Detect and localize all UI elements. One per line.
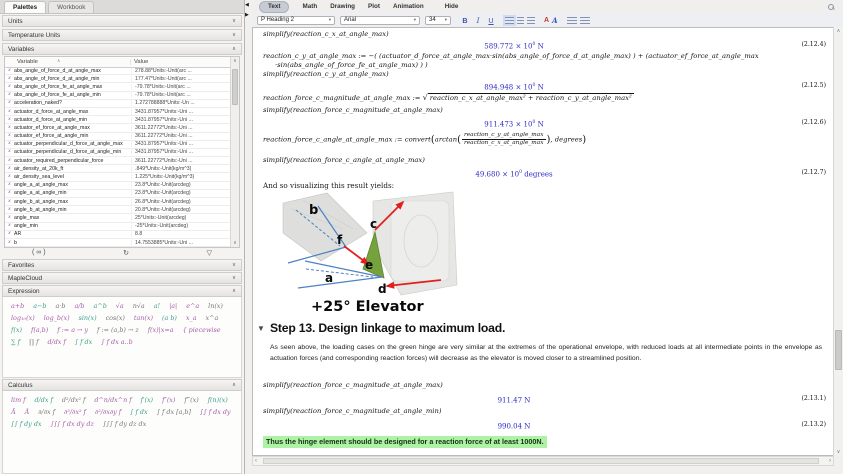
variable-type-icon	[5, 149, 14, 155]
palette-template-button[interactable]: Ā	[11, 408, 16, 416]
palette-template-button[interactable]: ∫ f dx [a,b]	[156, 408, 192, 416]
paragraph-style-value: P Heading 2	[261, 17, 294, 23]
document-canvas[interactable]	[252, 27, 834, 456]
variable-name-cell: angle_b_at_angle_min	[14, 207, 132, 213]
table-row[interactable]	[5, 116, 231, 124]
section-favorites[interactable]	[2, 259, 242, 271]
vertical-scrollbar[interactable]	[833, 27, 843, 456]
equation-label: (2.13.1)	[801, 395, 826, 402]
step-heading: Step 13. Design linkage to maximum load.	[270, 321, 506, 335]
variable-type-icon	[5, 174, 14, 180]
palette-template-button[interactable]: f‴(x)	[184, 396, 199, 404]
variable-type-icon	[5, 109, 14, 115]
palette-template-button[interactable]: f(a,b)	[30, 326, 49, 334]
variable-type-icon	[5, 182, 14, 188]
variable-value-cell: 8.8	[135, 231, 143, 238]
palette-template-button[interactable]: f′(x)	[140, 396, 154, 404]
variable-name-cell: angle_max	[14, 215, 132, 221]
palette-template-button[interactable]: ∫∫ f dy dx	[11, 420, 42, 428]
expression-palette	[2, 297, 242, 378]
variable-name-cell: air_density_at_20k_ft	[14, 166, 132, 172]
palette-template-button[interactable]: a·b	[55, 302, 66, 310]
panel-gutter	[245, 0, 252, 474]
palette-template-button[interactable]: ∂²/∂x² f	[64, 408, 86, 416]
palette-template-button[interactable]: d^n/dx^n f	[94, 396, 132, 404]
variables-table-rows	[5, 67, 231, 247]
scroll-up-icon[interactable]: ∧	[233, 58, 237, 64]
tab-text[interactable]: Text	[259, 1, 289, 13]
variable-value-cell: 25*Units:-Unit(arcdeg)	[135, 214, 187, 221]
variable-type-icon	[5, 240, 14, 246]
math-input-line[interactable]: simplify(reaction_force_c_magnitude_at_angle_min)	[263, 407, 442, 415]
dropdown-icon: ▾	[328, 17, 331, 22]
palette-template-button[interactable]: a/b	[74, 302, 85, 310]
variable-value-cell: -79.78*Units:-Unit(arc ...	[135, 92, 191, 99]
scroll-right-icon[interactable]: ›	[829, 458, 831, 464]
variable-name-cell: actuator_perpendicular_d_force_at_angle_min	[14, 149, 132, 155]
italic-button[interactable]: I	[476, 15, 480, 25]
table-row[interactable]	[5, 83, 231, 91]
section-expression-label: Expression	[8, 287, 40, 295]
align-center-icon[interactable]	[517, 17, 524, 24]
variable-value-cell: 20.8*Units:-Unit(arcdeg)	[135, 206, 191, 213]
palette-template-button[interactable]: a!	[153, 302, 161, 310]
wing-shape	[283, 193, 367, 261]
palette-template-button[interactable]: lim f	[11, 396, 26, 404]
worksheet-area	[245, 0, 843, 474]
variable-name-cell: actuator_d_force_at_angle_min	[14, 117, 132, 123]
variable-value-cell: 278.88*Units:-Unit(arc ...	[135, 67, 192, 74]
table-row[interactable]	[5, 157, 231, 165]
variable-name-cell: actuator_required_perpendicular_force	[14, 158, 132, 164]
variable-type-icon	[5, 92, 14, 98]
variable-type-icon	[5, 215, 14, 221]
variable-name-cell: abs_angle_of_force_fe_at_angle_min	[14, 92, 132, 98]
variable-name-cell: air_density_sea_level	[14, 174, 132, 180]
variable-value-cell: 3611.22772*Units:-Uni ...	[135, 124, 193, 131]
scroll-down-icon[interactable]: ∨	[836, 449, 841, 455]
table-row[interactable]	[5, 173, 231, 181]
scrollbar-thumb[interactable]	[232, 69, 238, 105]
scrollbar-thumb[interactable]	[263, 458, 819, 464]
palette-template-button[interactable]: tan(x)	[133, 314, 153, 322]
palette-template-button[interactable]: x^a	[205, 314, 219, 322]
table-row[interactable]	[5, 92, 231, 100]
table-row[interactable]	[5, 100, 231, 108]
table-row[interactable]	[5, 149, 231, 157]
palette-template-button[interactable]: |a|	[169, 302, 178, 310]
calculus-palette	[2, 391, 242, 474]
scroll-left-icon[interactable]: ‹	[255, 458, 257, 464]
math-result: $589.772 \times 10^0$ N	[484, 42, 544, 51]
equation-label: (2.12.5)	[801, 82, 826, 89]
variable-type-icon	[5, 100, 14, 106]
dropdown-icon: ▾	[413, 17, 416, 22]
tab-hide[interactable]: Hide	[444, 2, 459, 10]
chevron-up-icon: ∧	[231, 382, 236, 388]
tab-palettes[interactable]: Palettes	[4, 1, 46, 13]
horizontal-scrollbar[interactable]	[252, 456, 834, 466]
palette-template-button[interactable]: ∫∫ f dx dy	[200, 408, 231, 416]
variable-value-cell: -25*Units:-Unit(arcdeg)	[135, 223, 189, 230]
variable-type-icon	[5, 125, 14, 131]
variable-value-cell: 3611.22772*Units:-Uni ...	[135, 133, 193, 140]
equation-label: (2.12.7)	[801, 169, 826, 176]
math-result: 911.47 N	[497, 396, 531, 405]
variable-name-cell: b	[14, 240, 132, 246]
table-row[interactable]	[5, 206, 231, 214]
numbered-list-icon[interactable]	[567, 17, 577, 24]
palette-template-button[interactable]: a+b	[11, 302, 25, 310]
palette-template-button[interactable]: { piecewise	[182, 326, 221, 334]
variables-toolbar	[4, 247, 240, 258]
section-maplecloud[interactable]	[2, 272, 242, 284]
section-maplecloud-label: MapleCloud	[8, 274, 43, 282]
label-c: c	[370, 217, 378, 231]
table-row[interactable]	[5, 231, 231, 239]
table-row[interactable]	[5, 198, 231, 206]
chevron-up-icon: ∧	[231, 288, 236, 294]
math-input-line[interactable]: simplify(reaction_force_c_magnitude_at_angle_max)	[263, 106, 443, 114]
palette-template-button[interactable]: x_a	[185, 314, 197, 322]
bullet-list-icon[interactable]	[580, 17, 590, 24]
tab-animation[interactable]: Animation	[392, 2, 424, 10]
filter-icon[interactable]: ▽	[206, 249, 212, 257]
math-input-line[interactable]: reaction_c_y_at_angle_max := −( (actuator_d_force_at_angle_max·sin(abs_angle_of_force_d_at_angle_max) ) + (actuator_ef_force_at_angle_max	[263, 52, 759, 60]
palette-template-button[interactable]: e^a	[186, 302, 200, 310]
variable-type-icon	[5, 166, 14, 172]
variable-name-cell: abs_angle_of_force_d_at_angle_min	[14, 76, 132, 82]
label-b: b	[309, 203, 319, 218]
variable-type-icon	[5, 141, 14, 147]
elevator-figure	[281, 189, 571, 317]
math-result: $894.948 \times 10^0$ N	[484, 83, 544, 92]
scroll-up-icon[interactable]: ∧	[836, 28, 841, 34]
math-result: $911.473 \times 10^0$ N	[484, 120, 544, 129]
variable-name-cell: abs_angle_of_force_fe_at_angle_max	[14, 84, 132, 90]
tab-plot[interactable]: Plot	[368, 2, 380, 10]
variable-type-icon	[5, 68, 14, 74]
math-result: $49.680 \times 10^0$ degrees	[475, 170, 553, 179]
section-temperature-units-label: Temperature Units	[8, 31, 61, 39]
section-calculus[interactable]	[2, 379, 242, 391]
palette-template-button[interactable]: ∂²/∂x∂y f	[94, 408, 122, 416]
font-size-value: 34	[429, 17, 436, 23]
math-input-line[interactable]: simplify(reaction_c_y_at_angle_max)	[263, 70, 389, 78]
variable-value-cell: 1.225*Units:-Unit(kg/m^3)	[135, 174, 195, 181]
search-icon[interactable]	[828, 4, 834, 10]
chevron-down-icon: ∨	[231, 262, 236, 268]
variable-value-cell: -79.78*Units:-Unit(arc ...	[135, 83, 191, 90]
table-row[interactable]	[5, 133, 231, 141]
variable-name-cell: AR	[14, 231, 132, 237]
label-d: d	[378, 282, 387, 296]
variable-name-cell: angle_b_at_angle_max	[14, 199, 132, 205]
variable-value-cell: 1.272788888*Units:-Un ...	[135, 100, 195, 107]
variable-value-cell: 3611.22772*Units:-Uni ...	[135, 157, 193, 164]
palette-template-button[interactable]: ln(x)	[208, 302, 223, 310]
tab-math[interactable]: Math	[302, 2, 318, 10]
table-row[interactable]	[5, 239, 231, 247]
math-result: 990.04 N	[497, 422, 531, 431]
column-header-variable[interactable]	[5, 59, 131, 65]
chevron-up-icon: ∧	[231, 46, 236, 52]
table-row[interactable]	[5, 75, 231, 83]
table-row[interactable]	[5, 141, 231, 149]
palette-template-button[interactable]: f(n)(x)	[207, 396, 228, 404]
palette-template-button[interactable]: Â	[24, 408, 30, 416]
variable-value-cell: 23.8*Units:-Unit(arcdeg)	[135, 190, 191, 197]
font-family-value: Arial	[344, 17, 357, 23]
section-favorites-label: Favorites	[8, 261, 35, 269]
label-a: a	[325, 271, 334, 285]
text-mode-icon[interactable]: A	[544, 16, 550, 24]
refresh-icon[interactable]: ↻	[123, 249, 130, 257]
palette-template-button[interactable]: ∑ f	[11, 338, 20, 346]
label-f: f	[337, 233, 343, 247]
variable-name-cell: angle_a_at_angle_min	[14, 190, 132, 196]
variables-table	[4, 56, 240, 248]
palette-template-button[interactable]: f(x)	[11, 326, 22, 334]
sqrt-icon: √	[422, 93, 428, 102]
math-input-line[interactable]: simplify(reaction_force_c_magnitude_at_angle_max)	[263, 381, 443, 389]
equation-label: (2.12.4)	[801, 41, 826, 48]
scrollbar-thumb[interactable]	[835, 330, 842, 370]
table-row[interactable]	[5, 223, 231, 231]
align-right-icon[interactable]	[527, 17, 535, 24]
math-input-line[interactable]: reaction_force_c_magnitude_at_angle_max := √ reaction_c_x_at_angle_max² + reaction_c_y_at_angle_max²	[263, 93, 632, 102]
section-variables-label: Variables	[8, 45, 35, 53]
math-input-line[interactable]: reaction_force_c_angle_at_angle_max := convert(arctan( $\frac{\text{reaction\_c\_y\_at\_angle\_max}}{\text{reaction\_c\_x\_at\_angle\_max}}$ ), degrees)	[263, 132, 587, 146]
table-row[interactable]	[5, 182, 231, 190]
variable-type-icon	[5, 117, 14, 123]
variable-type-icon	[5, 84, 14, 90]
figure-caption: +25° Elevator	[311, 299, 424, 315]
conclusion-highlight: Thus the hinge element should be designed for a reaction force of at least 1000N.	[263, 436, 547, 448]
palette-template-button[interactable]: √a	[115, 302, 124, 310]
variable-name-cell: actuator_ef_force_at_angle_min	[14, 133, 132, 139]
palettes-sidebar	[0, 0, 245, 474]
variable-value-cell: 177.47*Units:-Unit(arc ...	[135, 75, 192, 82]
body-text: And so visualizing this result yields:	[263, 181, 395, 190]
label-e: e	[365, 258, 374, 272]
variable-value-cell: 3431.87957*Units:-Uni ...	[135, 116, 193, 123]
variable-name-cell: actuator_ef_force_at_angle_max	[14, 125, 132, 131]
palette-template-button[interactable]: f″(x)	[162, 396, 176, 404]
variable-type-icon	[5, 231, 14, 237]
show-all-icon[interactable]: ( ∞ )	[32, 249, 46, 256]
variable-type-icon	[5, 133, 14, 139]
sort-asc-icon: ∧	[57, 58, 61, 63]
palette-template-button[interactable]: ∫ f dx a..b	[101, 338, 133, 346]
variable-value-cell: 3431.87957*Units:-Uni ...	[135, 108, 193, 115]
palette-template-button[interactable]: d/dx f	[34, 396, 53, 404]
math-input-line[interactable]: simplify(reaction_force_c_angle_at_angle_max)	[263, 156, 425, 164]
palette-template-button[interactable]: log_b(x)	[43, 314, 70, 322]
variable-type-icon	[5, 223, 14, 229]
section-expression[interactable]	[2, 285, 242, 297]
context-tab-bar	[252, 0, 843, 13]
palette-template-button[interactable]: cos(x)	[105, 314, 125, 322]
variable-value-cell: .849*Units:-Unit(kg/m^3)	[135, 165, 192, 172]
variable-type-icon	[5, 190, 14, 196]
section-calculus-label: Calculus	[8, 381, 33, 389]
palette-template-button[interactable]: d/dx f	[47, 338, 66, 346]
format-toolbar	[252, 13, 843, 28]
tab-drawing[interactable]: Drawing	[330, 2, 356, 10]
equation-label: (2.12.6)	[801, 119, 826, 126]
variable-name-cell: angle_a_at_angle_max	[14, 182, 132, 188]
table-row[interactable]	[5, 214, 231, 222]
variable-name-cell: actuator_perpendicular_d_force_at_angle_max	[14, 141, 132, 147]
variable-name-cell: acceleration_naked?	[14, 100, 132, 106]
variable-name-cell: angle_min	[14, 223, 132, 229]
font-size-select[interactable]	[425, 16, 451, 25]
palette-template-button[interactable]: ∂/∂x f	[38, 408, 56, 416]
palette-template-button[interactable]: log₁₀(x)	[11, 314, 35, 322]
variable-type-icon	[5, 158, 14, 164]
palette-template-button[interactable]: ∫ f dx	[130, 408, 148, 416]
math-input-line[interactable]: ·sin(abs_angle_of_force_fe_at_angle_max) ) )	[275, 61, 428, 69]
variable-value-cell: 3431.87957*Units:-Uni ...	[135, 141, 193, 148]
variable-name-cell: actuator_d_force_at_angle_max	[14, 109, 132, 115]
palette-template-button[interactable]: sin(x)	[78, 314, 97, 322]
variable-value-cell: 3431.87957*Units:-Uni ...	[135, 149, 193, 156]
palette-template-button[interactable]: f := (a,b) → z	[97, 326, 139, 334]
table-row[interactable]	[5, 124, 231, 132]
section-variables[interactable]	[2, 43, 242, 55]
palette-template-button[interactable]: n√a	[132, 302, 145, 310]
table-row[interactable]	[5, 67, 231, 75]
font-family-select[interactable]	[340, 16, 420, 25]
bold-button[interactable]: B	[462, 15, 468, 25]
variable-value-cell: 26.8*Units:-Unit(arcdeg)	[135, 198, 191, 205]
paragraph-style-select[interactable]	[257, 16, 335, 25]
angle-line	[298, 277, 382, 288]
dropdown-icon: ▾	[444, 17, 447, 22]
collapse-right-icon[interactable]: ▶	[245, 12, 249, 18]
palette-template-button[interactable]: a^b	[93, 302, 107, 310]
palette-template-button[interactable]: f(x)|x=a	[147, 326, 174, 334]
variables-table-scrollbar[interactable]	[230, 57, 239, 247]
align-left-icon[interactable]	[505, 17, 514, 24]
variable-value-cell: 23.8*Units:-Unit(arcdeg)	[135, 182, 191, 189]
collapse-left-icon[interactable]: ◀	[245, 2, 249, 8]
palette-template-button[interactable]: ∏ f	[28, 338, 39, 346]
palette-template-button[interactable]: ∫∫∫ f dx dy dz	[50, 420, 94, 428]
table-row[interactable]	[5, 108, 231, 116]
chevron-down-icon: ∨	[231, 18, 236, 24]
palette-template-button[interactable]: d²/dx² f	[61, 396, 86, 404]
section-units-label: Units	[8, 17, 23, 25]
palette-template-button[interactable]: ∫ f dx	[74, 338, 93, 346]
variable-type-icon	[5, 76, 14, 82]
step-paragraph: As seen above, the loading cases on the green hinge are very similar at the extremes of the operational envelope, with reduced loads at all intermediate points in the envelope as actuation forces (and corresponding reaction forces) will decrease as the elevator is moved closer to a streamlined position.	[270, 344, 822, 362]
column-header-value[interactable]: Value	[134, 59, 149, 65]
table-row[interactable]	[5, 165, 231, 173]
math-mode-icon[interactable]: A	[552, 15, 558, 25]
equation-label: (2.13.2)	[801, 421, 826, 428]
palette-template-button[interactable]: (a b)	[161, 314, 177, 322]
chevron-down-icon: ∨	[231, 32, 236, 38]
variable-type-icon	[5, 207, 14, 213]
palette-template-button[interactable]: ∫∫∫ f dy dz dx	[102, 420, 147, 428]
variable-name-cell: abs_angle_of_force_d_at_angle_max	[14, 68, 132, 74]
section-units[interactable]	[2, 15, 242, 27]
column-header-variable-label: Variable	[17, 59, 38, 65]
section-temperature-units[interactable]	[2, 29, 242, 41]
palette-template-button[interactable]: f := a → y	[57, 326, 89, 334]
variable-type-icon	[5, 199, 14, 205]
section-marker-icon[interactable]: ▼	[257, 324, 265, 333]
palette-template-button[interactable]: a−b	[33, 302, 47, 310]
chevron-down-icon: ∨	[231, 275, 236, 281]
math-input-line[interactable]: simplify(reaction_c_x_at_angle_max)	[263, 30, 389, 38]
variable-value-cell: 14.7553885*Units:-Uni ...	[135, 239, 193, 246]
underline-button[interactable]: U	[488, 15, 494, 25]
sidebar-tab-bar	[0, 0, 244, 14]
table-row[interactable]	[5, 190, 231, 198]
scroll-down-icon[interactable]: ∨	[233, 240, 237, 246]
tab-workbook[interactable]: Workbook	[48, 1, 94, 13]
